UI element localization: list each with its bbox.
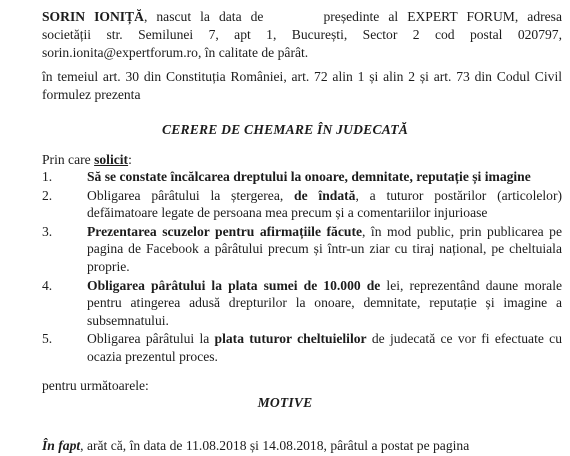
pentru-line: pentru următoarele: xyxy=(42,378,149,393)
solicit-word: solicit xyxy=(94,152,129,167)
solicit-prefix: Prin care xyxy=(42,152,95,167)
request-item xyxy=(42,277,562,330)
intro-paragraph xyxy=(42,8,562,62)
request-text: , a tuturor postărilor (articolelor) defăimatoare legate de persoana mea precum și a comentariilor injurioase xyxy=(87,187,563,221)
request-text: de îndată xyxy=(294,187,356,203)
motive-heading: MOTIVE xyxy=(257,395,313,410)
request-text: Să se constate încălcarea dreptului la onoare, demnitate, reputație și imagine xyxy=(87,169,531,184)
request-text: , în mod public, prin publicarea pe pagina de Facebook a pârâtului precum și într-un ziar cu tiraj național, pe cheltuiala proprie. xyxy=(87,223,562,274)
request-text: Obligarea pârâtului la ștergerea, xyxy=(87,187,295,203)
request-item xyxy=(42,223,562,276)
fapt-label: În fapt xyxy=(42,438,81,453)
request-number: 3. xyxy=(42,223,53,239)
request-text: plata tuturor cheltuielilor xyxy=(214,331,367,347)
request-number: 1. xyxy=(42,169,53,184)
request-text: Obligarea pârâtului la plata sumei de 10.000 de xyxy=(87,277,381,293)
request-text: Prezentarea scuzelor pentru afirmațiile făcute xyxy=(87,223,362,239)
legal-basis-paragraph: în temeiul art. 30 din Constituția României, art. 72 alin 1 și alin 2 și art. 73 din Codul Civil formulez prezenta xyxy=(42,69,562,102)
request-text: de judecată ce vor fi efectuate cu ocazia prezentul proces. xyxy=(87,331,562,364)
request-item xyxy=(42,187,562,222)
request-number: 5. xyxy=(42,331,53,347)
fapt-paragraph xyxy=(42,437,562,455)
request-item xyxy=(42,330,562,365)
requests-list xyxy=(42,168,562,367)
solicit-line xyxy=(42,151,562,169)
solicit-suffix: : xyxy=(128,152,132,167)
intro-text-2: președinte al EXPERT FORUM, adresa societății str. Semilunei 7, apt 1, București, Sector 2 cod postal 020797, sorin.ionita@expertforum.ro, în calitate de pârât. xyxy=(42,9,562,60)
plaintiff-name: SORIN IONIȚĂ xyxy=(42,9,144,24)
request-text: Obligarea pârâtului la xyxy=(87,331,215,347)
fapt-text: , arăt că, în data de 11.08.2018 și 14.08.2018, pârâtul a postat pe pagina xyxy=(80,438,470,453)
request-number: 2. xyxy=(42,187,53,203)
request-text: lei, reprezentând daune morale pentru atingerea adusă drepturilor la onoare, demnitate, reputație și imagine a subsemnatului. xyxy=(87,277,562,328)
document-title: CERERE DE CHEMARE ÎN JUDECATĂ xyxy=(161,122,409,137)
request-number: 4. xyxy=(42,277,53,293)
intro-text-1: , nascut la data de xyxy=(143,9,264,24)
request-item xyxy=(42,168,562,186)
